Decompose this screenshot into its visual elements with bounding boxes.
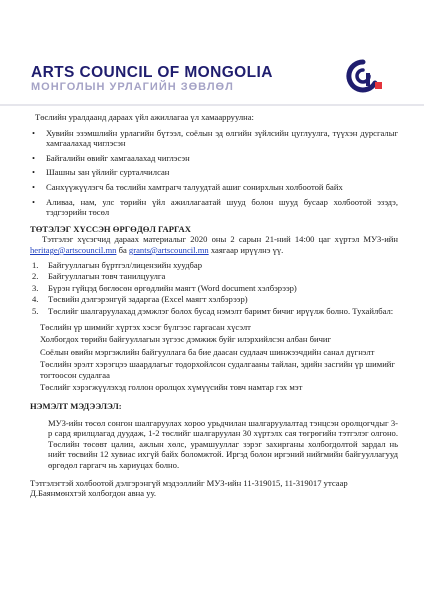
submission-title: ТӨТЭЛЭГ ХҮССЭН ӨРГӨДӨЛ ГАРГАХ <box>30 223 191 234</box>
org-name-mn: МОНГОЛЫН УРЛАГИЙН ЗӨВЛӨЛ <box>31 81 234 93</box>
header-divider <box>0 104 424 106</box>
supporting-documents <box>30 322 398 394</box>
criteria-item: Холбогдох төрийн байгууллагын зүгээс дэмжиж буйг илэрхийлсэн албан бичиг <box>40 334 332 345</box>
org-name-en: ARTS COUNCIL OF MONGOLIA <box>31 64 273 81</box>
list-item: • Аливаа, нам, улс төрийн үйл ажиллагаатай шууд болон шууд бусаар холбоотой эзэдэ, тэдгээрийн төсөл <box>32 196 398 218</box>
intro-text: Төслийн уралдаанд дараах үйл ажиллагаа үл хамаарруулна: <box>35 112 254 122</box>
note-title: НЭМЭЛТ МЭДЭЭЛЭЛ: <box>30 401 122 412</box>
document-body <box>30 110 398 499</box>
bullet-icon: • <box>32 196 36 207</box>
list-item: 3. Бүрэн гүйцэд бөглөсөн өргөдлийн маягт (Word document хэлбэрээр) <box>32 282 297 293</box>
list-item: • Хувийн эзэмшлийн урлагийн бүтээл, соёлын эд өлгийн зүйлсийн цуглуулга, түүхэн дурсгалыг хамгаалахад чиглэсэн <box>32 127 398 149</box>
bullet-icon: • <box>32 152 36 163</box>
submission-text: Тэтгэлэг хүсэгчид дараах материалыг 2020 оны 2 сарын 21-ний 14:00 цаг хүртэл МУЗ-ийн heritage@artscouncil.mn ба grants@artscouncil.mn хаягаар ирүүлнэ үү. <box>30 234 398 255</box>
note-body: МУЗ-ийн төсөл сонгон шалгаруулах хороо урьдчилан шалгаруулалтад тэнцсэн оролцогчдыг 3-р сард ярилцлагад дуудаж, 1-2 төслийг шалгаруулан 30 хүртэлх сая төгрөгийн тэтгэлэг олгоно. Төслийн төсөвт цалин, ажлын хөлс, урамшууллаг зэрэг захирганы холбогдолтой зардал нь нийт төсвийн 12 хувиас ихгүй байх боломжтой. Иргэд болон иргэний нийгмийн байгууллагууд өргөдөл гаргагч нь хариуцах болно. <box>48 417 398 471</box>
list-item: • Шашны зан үйлийг сурталчилсан <box>32 167 170 178</box>
exclusions-list <box>30 128 398 218</box>
list-item: 2. Байгууллагын товч танилцуулга <box>32 271 166 282</box>
list-item: 1. Байгууллагын бүртгэл/лицензийн хуудбар <box>32 259 202 270</box>
arts-council-logo <box>342 58 384 94</box>
documents-list <box>30 260 398 317</box>
contact-text: Тэтгэлэгтэй холбоотой дэлгэрэнгүй мэдээллийг МУЗ-ийн 11-319015, 11-319017 утсаар Д.Баянмөнхтэй холбогдон авна уу. <box>30 477 348 499</box>
criteria-item: Төслийн эрэлт хэрэгцээ шаардлагыг тодорхойлсон судалгааны тайлан, эдийн засгийн үр шимийг тогтоосон судалгаа <box>40 359 395 380</box>
list-item: 5. Төслийг шалгаруулахад дэмжлэг болох бусад нэмэлт баримт бичиг ирүүлж болно. Тухайлбал: <box>32 305 394 316</box>
list-item: 4. Төсвийн дэлгэрэнгүй задаргаа (Excel маягт хэлбэрээр) <box>32 294 248 305</box>
list-item: • Байгалийн өвийг хамгаалахад чиглэсэн <box>32 152 190 163</box>
bullet-icon: • <box>32 167 36 178</box>
bullet-icon: • <box>32 181 36 192</box>
email-link-heritage[interactable]: heritage@artscouncil.mn <box>30 244 117 255</box>
list-item: • Санхүүжүүлэгч ба төслийн хамтрагч талуудтай ашиг сонирхлын холбоотой байх <box>32 181 343 192</box>
criteria-item: Төслийг хэрэгжүүлэхэд голлон оролцох хүмүүсийн товч намтар гэх мэт <box>40 382 303 393</box>
bullet-icon: • <box>32 127 36 138</box>
criteria-item: Төслийн үр шимийг хүртэх хэсэг бүлгээс гаргасан хүсэлт <box>40 321 251 332</box>
page-header <box>0 58 424 108</box>
email-link-grants[interactable]: grants@artscouncil.mn <box>128 244 209 255</box>
criteria-item: Соёлын өвийн мэргэжлийн байгууллага ба бие даасан судлаач шинжээчдийн санал дүгнэлт <box>40 346 375 357</box>
